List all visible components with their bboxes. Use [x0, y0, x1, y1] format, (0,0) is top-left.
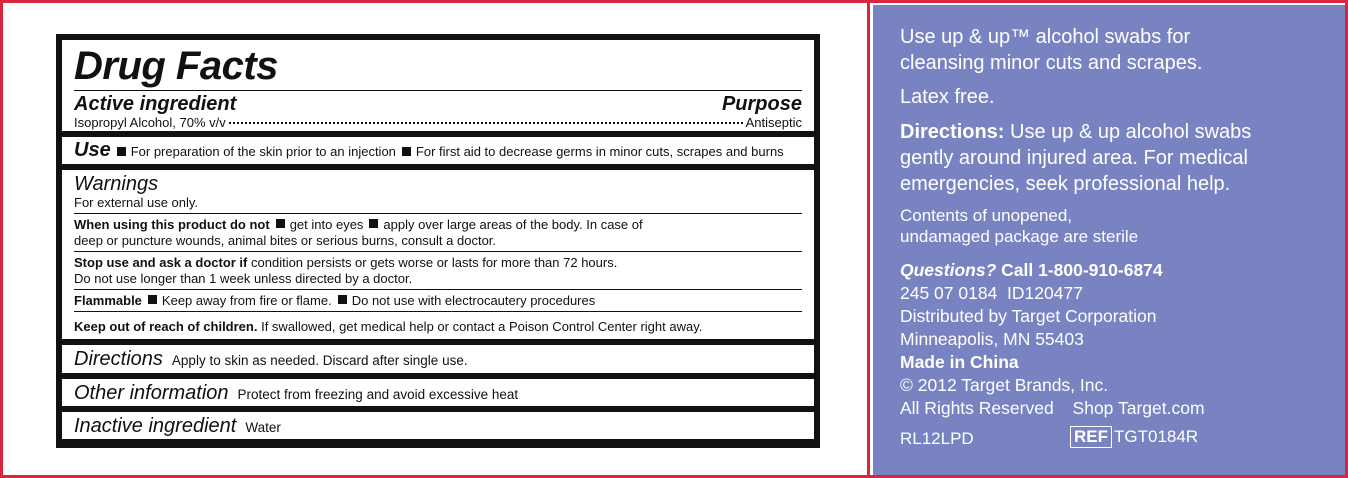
flammable-block	[74, 289, 802, 311]
bullet-icon	[402, 147, 411, 156]
distributed-by: Distributed by Target Corporation	[900, 306, 1157, 326]
rights-text: All Rights Reserved	[900, 398, 1054, 418]
panel-directions-label: Directions:	[900, 121, 1005, 143]
copyright: © 2012 Target Brands, Inc.	[900, 375, 1109, 395]
flammable-item-1: Keep away from fire or flame.	[161, 293, 332, 308]
directions-section	[62, 345, 814, 373]
flammable-label: Flammable	[74, 293, 142, 308]
warnings-section	[62, 170, 814, 339]
lot-ref-row	[900, 429, 1320, 449]
when-using-block	[74, 213, 802, 251]
inactive-section	[62, 412, 814, 439]
active-ingredient-section	[62, 40, 814, 131]
purpose: Antiseptic	[745, 115, 802, 130]
drug-facts-title: Drug Facts	[74, 44, 278, 88]
bullet-icon	[338, 295, 347, 304]
call-number: Call 1-800-910-6874	[1001, 260, 1163, 280]
shop-link: Shop Target.com	[1072, 398, 1205, 418]
keep-out-label: Keep out of reach of children.	[74, 319, 258, 334]
made-in	[900, 351, 1321, 374]
flammable-item-2: Do not use with electrocautery procedures	[351, 293, 596, 308]
use-item-1: For preparation of the skin prior to an injection	[130, 144, 396, 159]
stop-use-block	[74, 251, 802, 289]
active-ingredient: Isopropyl Alcohol, 70% v/v	[74, 115, 226, 130]
panel-directions-line-2: gently around injured area. For medical	[900, 147, 1248, 169]
purpose-heading: Purpose	[721, 93, 802, 115]
panel-directions-line-1: Use up & up alcohol swabs	[1010, 121, 1252, 143]
sterile-line-1: Contents of unopened,	[900, 206, 1073, 225]
latex-free: Latex free.	[900, 86, 995, 108]
bullet-icon	[117, 147, 126, 156]
stop-use-text: condition persists or gets worse or lasts for more than 72 hours.	[251, 255, 618, 270]
questions-label: Questions?	[900, 260, 997, 280]
stop-use-label: Stop use and ask a doctor if	[74, 255, 248, 270]
made-in-text: Made in China	[900, 352, 1019, 372]
directions-text: Apply to skin as needed. Discard after single use.	[171, 353, 468, 368]
bullet-icon	[369, 219, 378, 228]
ref-badge: REF	[1070, 426, 1112, 448]
product-info-panel	[873, 5, 1345, 475]
bullet-icon	[148, 295, 157, 304]
keep-out-text: If swallowed, get medical help or contact a Poison Control Center right away.	[261, 319, 703, 334]
panel-directions-line-3: emergencies, seek professional help.	[900, 173, 1231, 195]
use-item-2: For first aid to decrease germs in minor cuts, scrapes and burns	[415, 144, 784, 159]
use-heading: Use	[74, 139, 111, 161]
external-use: For external use only.	[74, 195, 199, 210]
when-using-label: When using this product do not	[74, 217, 270, 232]
bullet-icon	[276, 219, 285, 228]
inactive-heading: Inactive ingredient	[74, 415, 237, 437]
keep-out-block	[74, 311, 802, 337]
when-using-item-2: apply over large areas of the body. In case of	[383, 217, 643, 232]
ref-code: TGT0184R	[1114, 427, 1199, 446]
use-section	[62, 137, 814, 164]
distributor-city: Minneapolis, MN 55403	[900, 329, 1084, 349]
questions-line	[900, 259, 1321, 282]
lot-code: RL12LPD	[900, 429, 974, 448]
other-info-section	[62, 379, 814, 406]
product-codes: 245 07 0184 ID120477	[900, 283, 1083, 303]
directions-heading: Directions	[74, 348, 163, 370]
other-info-text: Protect from freezing and avoid excessive heat	[237, 387, 519, 402]
when-using-item-1: get into eyes	[289, 217, 364, 232]
intro-line-2: cleansing minor cuts and scrapes.	[900, 52, 1203, 74]
panel-directions	[900, 119, 1321, 145]
active-ingredient-heading: Active ingredient	[74, 93, 237, 115]
sterile-line-2: undamaged package are sterile	[900, 227, 1139, 246]
panel-divider	[867, 0, 870, 478]
intro-line-1: Use up & up™ alcohol swabs for	[900, 26, 1191, 48]
other-info-heading: Other information	[74, 382, 229, 404]
when-using-line-2: deep or puncture wounds, animal bites or serious burns, consult a doctor.	[74, 233, 497, 248]
warnings-heading: Warnings	[74, 173, 159, 195]
rights-line	[900, 397, 1321, 420]
drug-facts-panel	[56, 34, 820, 448]
stop-use-line-2: Do not use longer than 1 week unless directed by a doctor.	[74, 271, 413, 286]
inactive-text: Water	[245, 420, 281, 435]
